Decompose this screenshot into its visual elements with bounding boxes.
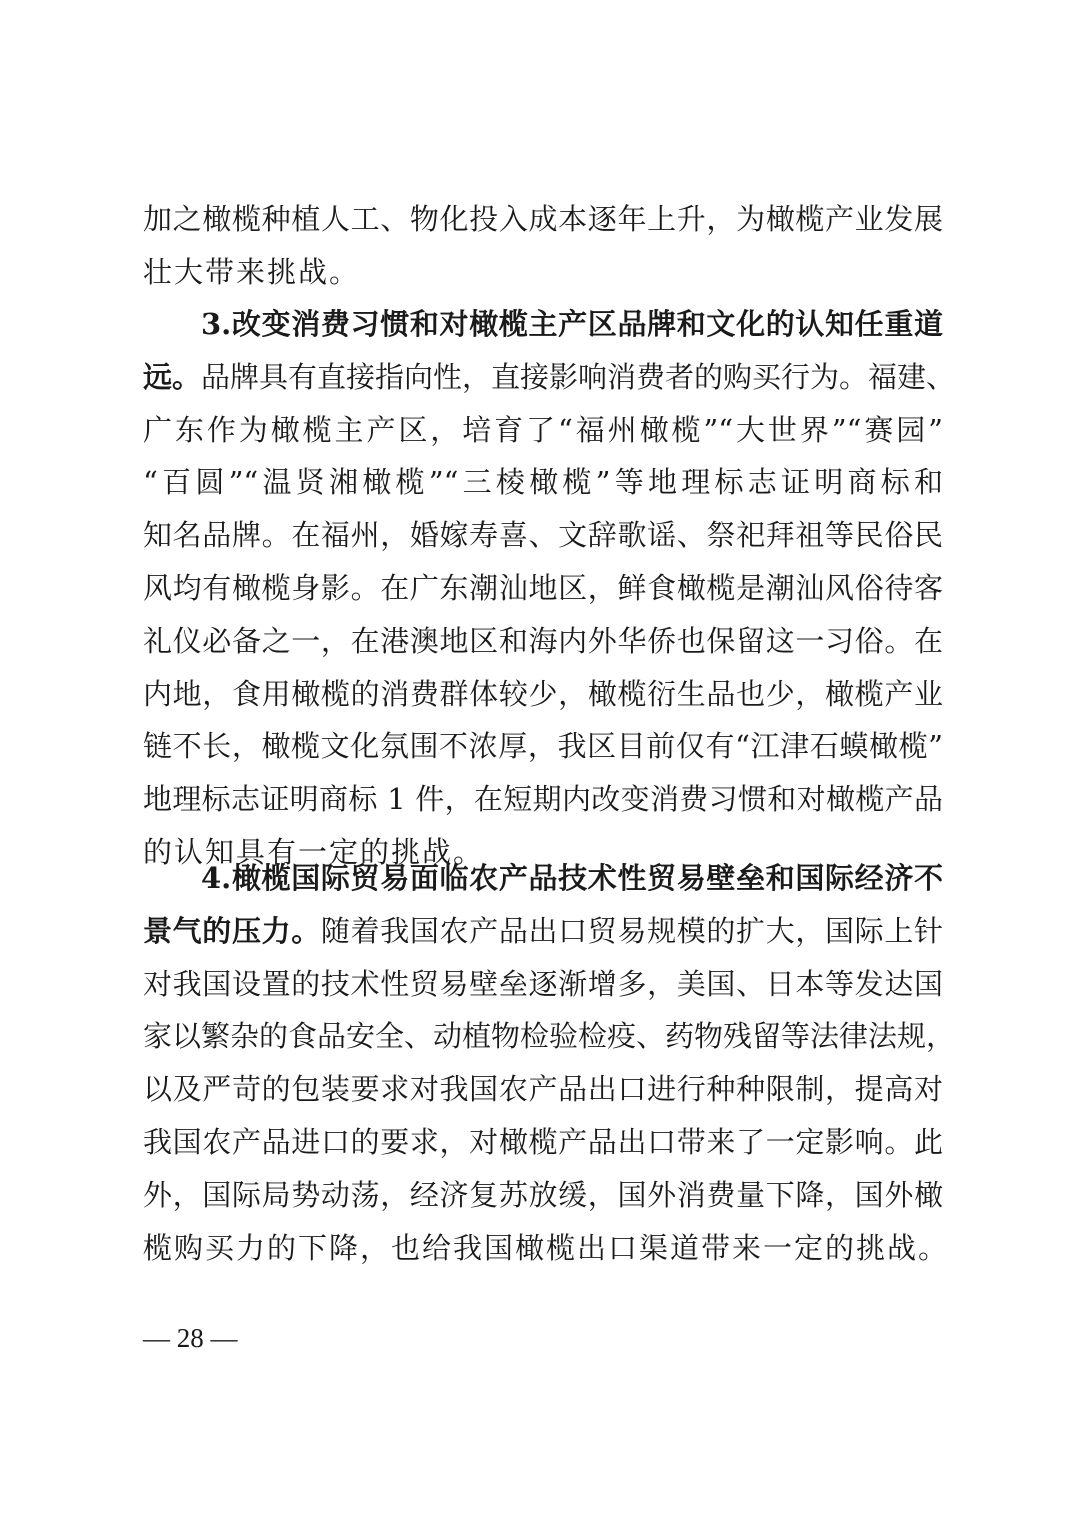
text-run: 随着我国农产品出口贸易规模的扩大，国际上针 bbox=[320, 913, 943, 948]
section-heading-end: 景气的压力。 bbox=[143, 913, 321, 948]
page-number: — 28 — bbox=[143, 1323, 238, 1353]
text-line: 加之橄榄种植人工、物化投入成本逐年上升，为橄榄产业发展 bbox=[143, 202, 943, 236]
paragraph-international-trade bbox=[143, 852, 956, 1274]
text-line: 外，国际局势动荡，经济复苏放缓，国外消费量下降，国外橄 bbox=[143, 1177, 943, 1212]
text-line: 对我国设置的技术性贸易壁垒逐渐增多，美国、日本等发达国 bbox=[143, 966, 943, 1001]
text-line: 的认知具有一定的挑战。 bbox=[143, 834, 485, 869]
section-heading: 4.橄榄国际贸易面临农产品技术性贸易壁垒和国际经济不 bbox=[201, 861, 943, 895]
paragraph-consumption-habits bbox=[143, 298, 956, 879]
text-line bbox=[143, 351, 956, 404]
text-line: 家以繁杂的食品安全、动植物检验检疫、药物残留等法律法规， bbox=[143, 1019, 956, 1054]
text-line: 风均有橄榄身影。在广东潮汕地区，鲜食橄榄是潮汕风俗待客 bbox=[143, 570, 943, 605]
text-line: 内地，食用橄榄的消费群体较少，橄榄衍生品也少，橄榄产业 bbox=[143, 676, 943, 711]
section-heading: 3.改变消费习惯和对橄榄主产区品牌和文化的认知任重道 bbox=[201, 307, 943, 341]
text-line bbox=[143, 905, 943, 958]
text-line: 广东作为橄榄主产区，培育了“福州橄榄”“大世界”“赛园” bbox=[143, 412, 943, 447]
text-line: 壮大带来挑战。 bbox=[143, 254, 361, 289]
text-line: 链不长，橄榄文化氛围不浓厚，我区目前仅有“江津石蟆橄榄” bbox=[143, 729, 943, 764]
text-run: 品牌具有直接指向性，直接影响消费者的购买行为。福建、 bbox=[201, 359, 956, 394]
section-heading-end: 远。 bbox=[143, 359, 202, 394]
text-line: “百圆”“温贤湘橄榄”“三棱橄榄”等地理标志证明商标和 bbox=[143, 465, 943, 500]
text-line: 礼仪必备之一，在港澳地区和海内外华侨也保留这一习俗。在 bbox=[143, 623, 943, 658]
text-line: 榄购买力的下降，也给我国橄榄出口渠道带来一定的挑战。 bbox=[143, 1230, 950, 1265]
paragraph-continuation bbox=[143, 193, 943, 299]
text-line: 以及严苛的包装要求对我国农产品出口进行种种限制，提高对 bbox=[143, 1072, 943, 1107]
text-line: 地理标志证明商标 1 件，在短期内改变消费习惯和对橄榄产品 bbox=[143, 782, 943, 817]
text-line: 我国农产品进口的要求，对橄榄产品出口带来了一定影响。此 bbox=[143, 1124, 943, 1159]
text-line: 知名品牌。在福州，婚嫁寿喜、文辞歌谣、祭祀拜祖等民俗民 bbox=[143, 518, 943, 553]
